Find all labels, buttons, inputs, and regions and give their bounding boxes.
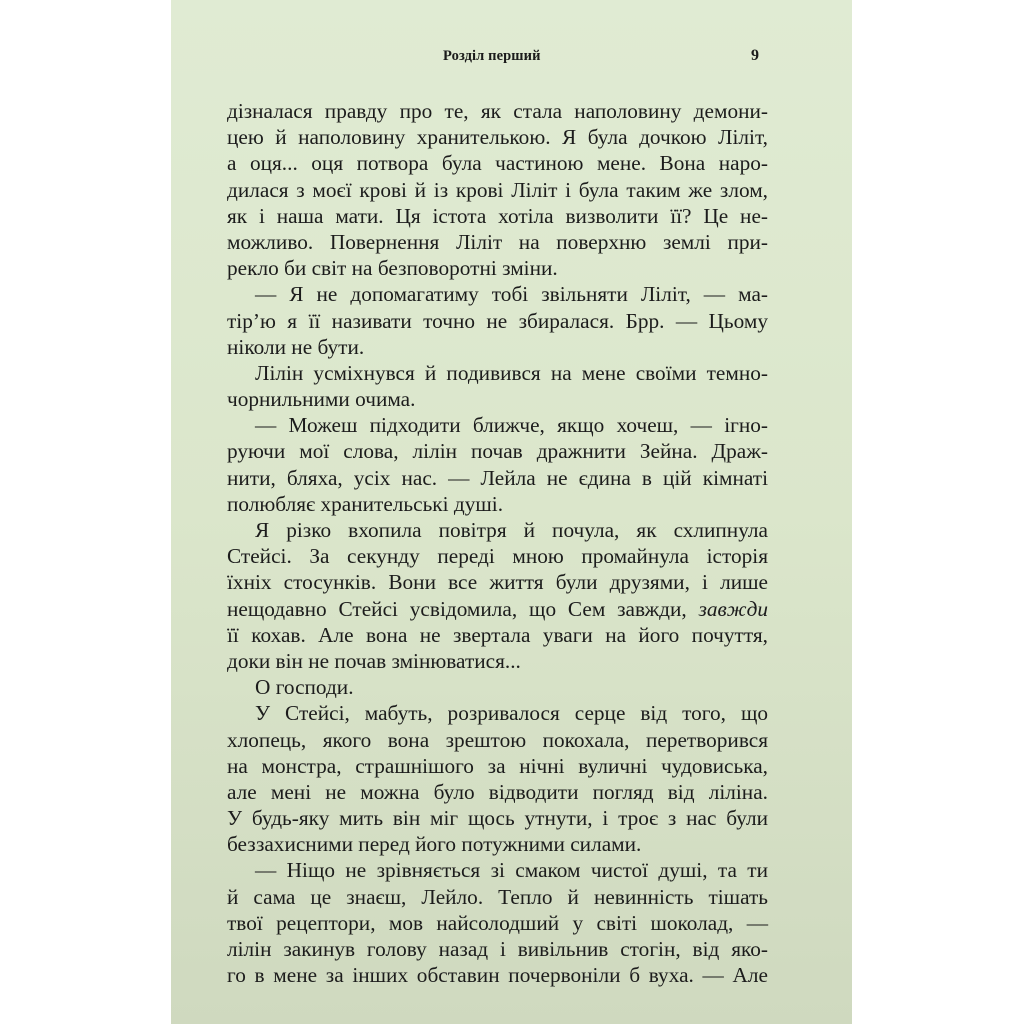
text-line: — Я не допомагатиму тобі звільняти Ліліт, — ма-: [255, 282, 768, 307]
book-page: [171, 0, 852, 1024]
text-line: її кохав. Але вона не звертала уваги на його почуття,: [227, 622, 768, 647]
page-number: 9: [751, 47, 759, 64]
text-line: як і наша мати. Ця істота хотіла визволити її? Це не-: [227, 203, 768, 228]
italic-emphasis: завжди: [698, 596, 768, 621]
text-line: У будь-яку мить він міг щось утнути, і троє з нас були: [227, 806, 768, 831]
text-line: нити, бляха, усіх нас. — Лейла не єдина в цій кімнаті: [227, 465, 768, 490]
text-line: цею й наполовину хранителькою. Я була дочкою Ліліт,: [227, 125, 768, 150]
text-line: Я різко вхопила повітря й почула, як схлипнула: [255, 518, 768, 542]
text-line: — Ніщо не зрівняється зі смаком чистої душі, та ти: [255, 858, 768, 883]
paragraph: [227, 360, 768, 412]
body-text: [227, 98, 768, 988]
text-line: полюбляє хранительські душі.: [227, 491, 504, 516]
text-line: О господи.: [255, 675, 354, 700]
paragraph: [227, 98, 768, 281]
text-line: твої рецептори, мов найсолодший у світі шоколад, —: [227, 910, 768, 935]
text-line: дилася з моєї крові й із крові Ліліт і була таким же злом,: [227, 177, 768, 202]
running-head: [171, 48, 852, 68]
chapter-title: Розділ перший: [443, 48, 541, 64]
text-line: го в мене за інших обставин почервоніли б вуха. — Але: [227, 963, 768, 988]
paragraph: [227, 412, 768, 517]
text-line: руючи мої слова, лілін почав дражнити Зейна. Драж-: [227, 439, 768, 464]
text-line: беззахисними перед його потужними силами.: [227, 832, 642, 857]
text-line: рекло би світ на безповоротні зміни.: [227, 256, 558, 281]
text-line: дізналася правду про те, як стала наполовину демони-: [227, 99, 768, 123]
text-line: але мені не можна було відводити погляд від ліліна.: [227, 779, 768, 804]
text-line: ніколи не бути.: [227, 334, 365, 359]
text-line: можливо. Повернення Ліліт на поверхню землі при-: [227, 229, 768, 254]
paragraph: [227, 700, 768, 857]
paragraph: [227, 857, 768, 988]
paragraph: [227, 517, 768, 674]
text-line: їхніх стосунків. Вони все життя були друзями, і лише: [227, 570, 768, 595]
text-line: на монстра, страшнішого за нічні вуличні чудовиська,: [227, 753, 768, 778]
text-line: хлопець, якого вона зрештою покохала, перетворився: [227, 727, 768, 752]
text-line: й сама це знаєш, Лейло. Тепло й невинність тішать: [227, 884, 768, 909]
paragraph: [227, 281, 768, 360]
text-segment: нещодавно Стейсі усвідомила, що Сем завжди,: [227, 596, 699, 621]
text-line: чорнильними очима.: [227, 387, 416, 412]
text-line: Лілін усміхнувся й подивився на мене своїми темно-: [255, 360, 768, 385]
text-line: Стейсі. За секунду переді мною промайнула історія: [227, 544, 768, 569]
text-line: тір’ю я її називати точно не збиралася. Брр. — Цьому: [227, 308, 768, 333]
text-line: лілін закинув голову назад і вивільнив стогін, від яко-: [227, 937, 768, 961]
text-line: а оця... оця потвора була частиною мене. Вона наро-: [227, 151, 768, 176]
text-line-with-italic: [227, 596, 768, 622]
text-line: доки він не почав змінюватися...: [227, 648, 521, 673]
text-line: — Можеш підходити ближче, якщо хочеш, — ігно-: [255, 413, 768, 438]
paragraph: [227, 674, 768, 700]
text-line: У Стейсі, мабуть, розривалося серце від того, що: [255, 701, 768, 726]
